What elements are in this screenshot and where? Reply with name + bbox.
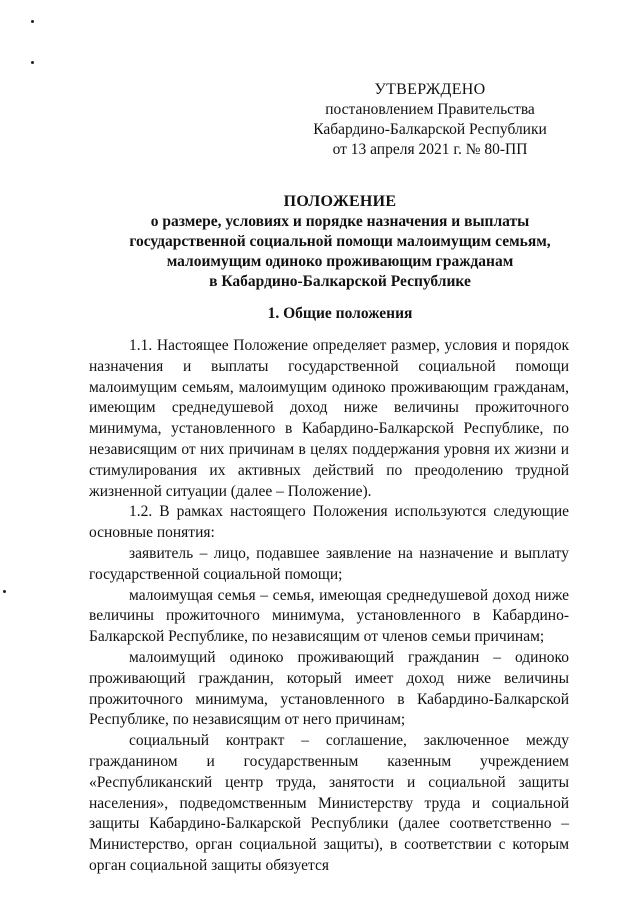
paragraph: заявитель – лицо, подавшее заявление на назначение и выплату государственной социальной помощи; bbox=[89, 544, 569, 583]
paragraph: 1.1. Настоящее Положение определяет размер, условия и порядок назначения и выплаты государственной социальной помощи малоимущим семьям, малоимущим одиноко проживающим гражданам, имеющим среднедушевой доход ниже величины прожиточного минимума, установленного в Кабардино-Балкарской Республике, по независящим от них причинам в целях поддержания уровня их жизни и стимулирования их активных действий по преодолению трудной жизненной ситуации (далее – Положение). bbox=[89, 337, 569, 500]
paragraph: 1.2. В рамках настоящего Положения используются следующие основные понятия: bbox=[89, 503, 569, 542]
document-subtitle-line: о размере, условиях и порядке назначения и выплаты bbox=[150, 213, 530, 230]
document-subtitle-line: в Кабардино-Балкарской Республике bbox=[209, 273, 471, 290]
document-heading bbox=[90, 192, 590, 292]
approval-date: от 13 апреля 2021 г. № 80-ПП bbox=[332, 141, 528, 158]
paragraph: социальный контракт – соглашение, заключенное между гражданином и государственным казенным учреждением «Республиканский центр труда, занятости и социальной защиты населения», подведомственным Министерству труда и социальной защиты Кабардино-Балкарской Республики (далее соответственно – Министерство, орган социальной защиты), в соответствии с которым орган социальной защиты обязуется bbox=[89, 732, 569, 874]
document-title: ПОЛОЖЕНИЕ bbox=[283, 193, 397, 210]
scan-speck bbox=[31, 61, 34, 64]
scan-speck bbox=[31, 20, 34, 23]
approval-block bbox=[300, 80, 560, 160]
document-subtitle-line: государственной социальной помощи малоимущим семьям, bbox=[129, 233, 551, 250]
document-body bbox=[89, 336, 569, 877]
scan-speck bbox=[3, 590, 6, 593]
paragraph: малоимущая семья – семья, имеющая среднедушевой доход ниже величины прожиточного минимума, установленного в Кабардино-Балкарской Республике, по независящим от членов семьи причинам; bbox=[89, 586, 569, 646]
document-subtitle-line: малоимущим одиноко проживающим гражданам bbox=[166, 253, 514, 270]
approval-stamp: УТВЕРЖДЕНО bbox=[374, 81, 486, 98]
approval-line: Кабардино-Балкарской Республики bbox=[313, 121, 547, 138]
paragraph: малоимущий одиноко проживающий гражданин – одиноко проживающий гражданин, который имеет доход ниже величины прожиточного минимума, установленного в Кабардино-Балкарской Республике, по независящим от него причинам; bbox=[89, 648, 569, 729]
section-title: 1. Общие положения bbox=[267, 305, 413, 322]
approval-line: постановлением Правительства bbox=[325, 101, 535, 118]
